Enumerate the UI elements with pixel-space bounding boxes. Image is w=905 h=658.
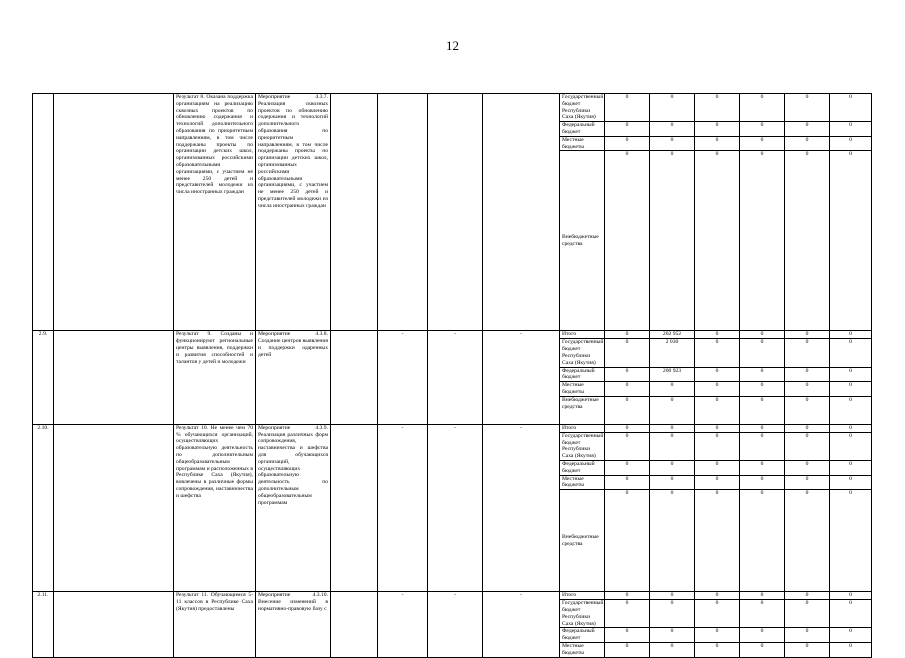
value-cell: 0 [785, 592, 830, 600]
value-cell: 0 [740, 424, 785, 432]
value-cell: 0 [605, 94, 650, 122]
value-cell: 0 [785, 331, 830, 339]
table-row [33, 592, 872, 600]
value-cell: 0 [650, 382, 695, 397]
row-number: 2.10. [33, 424, 54, 591]
value-cell: 0 [605, 339, 650, 367]
funding-source: Внебюджетные средства [560, 396, 605, 424]
funding-source: Внебюджетные средства [560, 151, 605, 331]
funding-source: Местные бюджеты [560, 642, 605, 657]
value-cell: 0 [740, 396, 785, 424]
status-cell: - [483, 424, 560, 591]
empty-cell [331, 331, 378, 424]
value-cell: 0 [605, 490, 650, 592]
value-cell: 0 [740, 460, 785, 475]
value-cell: 0 [740, 475, 785, 490]
value-cell: 0 [785, 475, 830, 490]
value-cell: 0 [605, 424, 650, 432]
funding-source: Федеральный бюджет [560, 122, 605, 137]
value-cell: 0 [650, 151, 695, 331]
value-cell: 0 [605, 151, 650, 331]
value-cell: 0 [830, 600, 872, 628]
value-cell: 0 [785, 424, 830, 432]
value-cell: 0 [605, 592, 650, 600]
measure-text: Мероприятие 4.3.10. Внесение изменений в нормативно-правовую базу с [256, 592, 331, 657]
value-cell: 0 [695, 592, 740, 600]
value-cell: 2 030 [650, 339, 695, 367]
value-cell: 200 923 [650, 367, 695, 382]
value-cell: 0 [830, 432, 872, 460]
value-cell: 0 [785, 122, 830, 137]
empty-cell [331, 592, 378, 657]
value-cell: 0 [695, 396, 740, 424]
value-cell: 0 [605, 367, 650, 382]
funding-source: Государственный бюджет Республики Саха (Якутия) [560, 339, 605, 367]
spacer-cell [54, 424, 174, 591]
value-cell: 0 [695, 94, 740, 122]
funding-source: Государственный бюджет Республики Саха (Якутия) [560, 94, 605, 122]
value-cell: 0 [740, 382, 785, 397]
value-cell: 0 [830, 382, 872, 397]
value-cell: 0 [695, 460, 740, 475]
status-cell: - [483, 592, 560, 657]
value-cell: 0 [695, 432, 740, 460]
value-cell: 0 [740, 600, 785, 628]
value-cell: 0 [650, 600, 695, 628]
value-cell: 0 [785, 382, 830, 397]
value-cell: 0 [605, 396, 650, 424]
value-cell: 0 [650, 490, 695, 592]
funding-source: Государственный бюджет Республики Саха (Якутия) [560, 600, 605, 628]
value-cell: 0 [740, 136, 785, 151]
value-cell: 0 [785, 367, 830, 382]
funding-source: Итого [560, 331, 605, 339]
value-cell: 0 [830, 122, 872, 137]
value-cell: 0 [830, 475, 872, 490]
value-cell: 0 [605, 331, 650, 339]
funding-source: Итого [560, 424, 605, 432]
value-cell: 0 [830, 94, 872, 122]
page-number: 12 [446, 38, 459, 53]
value-cell: 0 [830, 151, 872, 331]
value-cell: 0 [695, 475, 740, 490]
value-cell: 0 [650, 94, 695, 122]
value-cell: 0 [785, 396, 830, 424]
empty-cell [331, 424, 378, 591]
value-cell: 0 [830, 396, 872, 424]
value-cell: 0 [605, 382, 650, 397]
funding-source: Местные бюджеты [560, 136, 605, 151]
value-cell: 0 [650, 592, 695, 600]
executor-cell: - [378, 592, 428, 657]
value-cell: 0 [695, 490, 740, 592]
measure-text: Мероприятие 4.3.9. Реализация различных форм сопровождения, наставничества и шефства для обучающихся организаций, осуществляющих образовательную деятельность по дополнительным общеобразовательным программам [256, 424, 331, 591]
value-cell: 0 [650, 475, 695, 490]
value-cell: 0 [830, 592, 872, 600]
value-cell: 0 [740, 432, 785, 460]
funding-source: Федеральный бюджет [560, 367, 605, 382]
value-cell: 0 [830, 367, 872, 382]
period-cell: - [428, 424, 483, 591]
value-cell: 0 [650, 432, 695, 460]
table-row [33, 94, 872, 122]
value-cell: 0 [650, 642, 695, 657]
value-cell: 0 [695, 339, 740, 367]
result-text: Результат 11. Обучающимся 5-11 классов в Республике Саха (Якутия) предоставлены [174, 592, 256, 657]
status-cell [483, 94, 560, 331]
spacer-cell [54, 592, 174, 657]
value-cell: 0 [650, 424, 695, 432]
value-cell: 0 [785, 94, 830, 122]
value-cell: 0 [650, 628, 695, 643]
value-cell: 0 [785, 600, 830, 628]
value-cell: 0 [830, 460, 872, 475]
value-cell: 0 [740, 94, 785, 122]
value-cell: 0 [695, 367, 740, 382]
row-number [33, 94, 54, 331]
table-row [33, 424, 872, 432]
value-cell: 0 [605, 136, 650, 151]
funding-source: Итого [560, 592, 605, 600]
value-cell: 202 952 [650, 331, 695, 339]
funding-source: Федеральный бюджет [560, 460, 605, 475]
value-cell: 0 [740, 367, 785, 382]
result-text: Результат 8. Оказана поддержка организациям на реализацию сквозных проектов по обновлению содержания и технологий дополнительного образования по приоритетным направлениям, в том числе поддержаны проекты по организации детских школ, организованных российскими образовательными организациями, с участием не менее 250 детей и представителей молодежи из числа иностранных граждан [174, 94, 256, 331]
budget-table [32, 93, 872, 658]
spacer-cell [54, 94, 174, 331]
value-cell: 0 [695, 642, 740, 657]
value-cell: 0 [740, 490, 785, 592]
empty-cell [331, 94, 378, 331]
value-cell: 0 [830, 339, 872, 367]
period-cell: - [428, 331, 483, 424]
executor-cell: - [378, 424, 428, 591]
row-number: 2.9. [33, 331, 54, 424]
value-cell: 0 [830, 136, 872, 151]
measure-text: Мероприятие 4.3.8. Создание центров выявления и поддержки одаренных детей [256, 331, 331, 424]
value-cell: 0 [650, 122, 695, 137]
value-cell: 0 [605, 475, 650, 490]
funding-source: Федеральный бюджет [560, 628, 605, 643]
value-cell: 0 [830, 642, 872, 657]
table-row [33, 331, 872, 339]
value-cell: 0 [740, 339, 785, 367]
value-cell: 0 [650, 136, 695, 151]
value-cell: 0 [785, 432, 830, 460]
value-cell: 0 [605, 642, 650, 657]
row-number: 2.11. [33, 592, 54, 657]
value-cell: 0 [605, 628, 650, 643]
value-cell: 0 [605, 600, 650, 628]
value-cell: 0 [830, 490, 872, 592]
funding-source: Местные бюджеты [560, 475, 605, 490]
result-text: Результат 9. Созданы и функционируют региональные центры выявления, поддержки и развития способностей и талантов у детей и молодежи [174, 331, 256, 424]
executor-cell [378, 94, 428, 331]
spacer-cell [54, 331, 174, 424]
value-cell: 0 [695, 600, 740, 628]
value-cell: 0 [650, 396, 695, 424]
value-cell: 0 [740, 122, 785, 137]
value-cell: 0 [740, 628, 785, 643]
status-cell: - [483, 331, 560, 424]
value-cell: 0 [740, 642, 785, 657]
value-cell: 0 [605, 460, 650, 475]
value-cell: 0 [695, 136, 740, 151]
value-cell: 0 [695, 424, 740, 432]
value-cell: 0 [785, 151, 830, 331]
value-cell: 0 [695, 122, 740, 137]
value-cell: 0 [830, 331, 872, 339]
value-cell: 0 [605, 122, 650, 137]
value-cell: 0 [740, 592, 785, 600]
value-cell: 0 [785, 628, 830, 643]
value-cell: 0 [785, 460, 830, 475]
value-cell: 0 [695, 382, 740, 397]
value-cell: 0 [785, 490, 830, 592]
value-cell: 0 [605, 432, 650, 460]
funding-source: Внебюджетные средства [560, 490, 605, 592]
measure-text: Мероприятие 4.3.7. Реализация сквозных проектов по обновлению содержания и технологий дополнительного образования по приоритетным направлениям, в том числе поддержаны проекты по организации детских школ, организованных российскими образовательными организациями, с участием не менее 250 детей и представителей молодежи из числа иностранных граждан [256, 94, 331, 331]
value-cell: 0 [740, 331, 785, 339]
executor-cell: - [378, 331, 428, 424]
period-cell: - [428, 592, 483, 657]
value-cell: 0 [695, 628, 740, 643]
value-cell: 0 [785, 642, 830, 657]
value-cell: 0 [650, 460, 695, 475]
value-cell: 0 [785, 339, 830, 367]
value-cell: 0 [695, 331, 740, 339]
value-cell: 0 [830, 628, 872, 643]
result-text: Результат 10. Не менее чем 70 % обучающихся организаций, осуществляющих образовательную деятельность по дополнительным общеобразовательным программам и расположенных в Республике Саха (Якутия), вовлечены в различные формы сопровождения, наставничества и шефства [174, 424, 256, 591]
period-cell [428, 94, 483, 331]
value-cell: 0 [830, 424, 872, 432]
value-cell: 0 [740, 151, 785, 331]
value-cell: 0 [695, 151, 740, 331]
value-cell: 0 [785, 136, 830, 151]
funding-source: Местные бюджеты [560, 382, 605, 397]
funding-source: Государственный бюджет Республики Саха (Якутия) [560, 432, 605, 460]
